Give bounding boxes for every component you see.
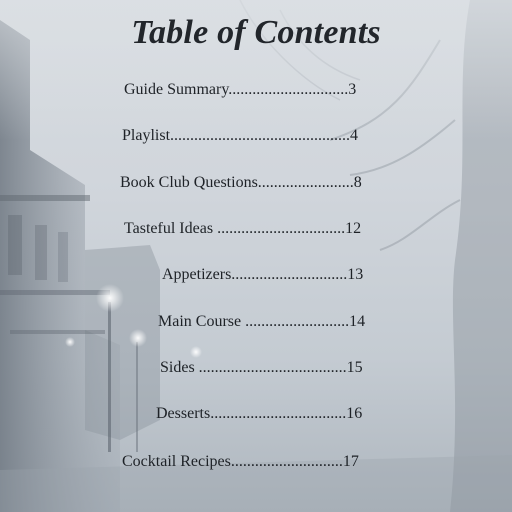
toc-entry: Cocktail Recipes............................17 xyxy=(122,453,359,470)
toc-subentry: Sides .....................................15 xyxy=(160,359,363,376)
toc-subentry: Appetizers.............................13 xyxy=(162,266,364,283)
toc-subentry: Main Course ..........................14 xyxy=(158,313,366,330)
toc-entry: Book Club Questions........................8 xyxy=(120,174,362,191)
page-title: Table of Contents xyxy=(131,14,381,51)
toc-subentry: Desserts..................................16 xyxy=(156,405,363,422)
toc-entry: Tasteful Ideas ................................12 xyxy=(124,220,362,237)
toc-entry: Guide Summary..............................3 xyxy=(124,81,357,98)
toc-entry: Playlist.............................................4 xyxy=(122,127,359,144)
